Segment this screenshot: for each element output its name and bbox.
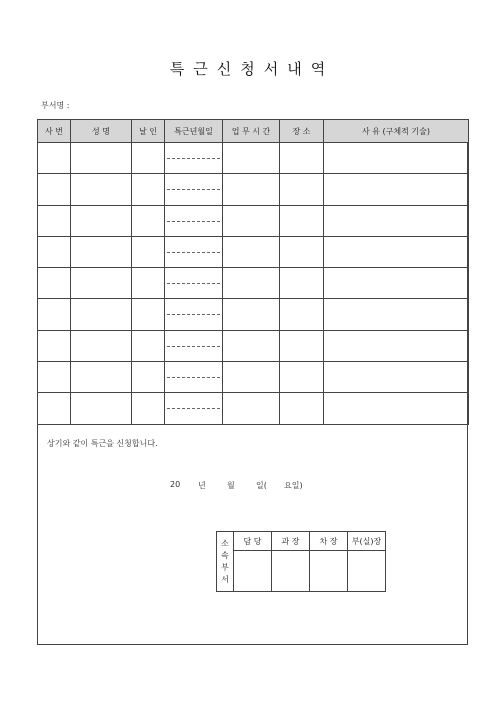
- date-weekday-label: 요일): [284, 481, 303, 490]
- reason-cell[interactable]: [324, 268, 469, 299]
- date-year-label: 년: [198, 481, 206, 490]
- reason-cell[interactable]: [324, 299, 469, 330]
- reason-cell[interactable]: [324, 393, 469, 424]
- work-hours-cell[interactable]: [223, 299, 280, 330]
- date-divider-line: [167, 314, 220, 315]
- department-label: 부서명 :: [41, 101, 70, 110]
- reason-cell[interactable]: [324, 174, 469, 205]
- column-header-seal: 날 인: [132, 120, 165, 143]
- date-day-label: 일(: [256, 481, 267, 490]
- employee-no-cell[interactable]: [38, 268, 71, 299]
- overtime-date-cell[interactable]: [165, 330, 223, 361]
- reason-cell[interactable]: [324, 330, 469, 361]
- date-prefix: 20: [170, 480, 181, 489]
- name-cell[interactable]: [71, 393, 132, 424]
- work-hours-cell[interactable]: [223, 236, 280, 267]
- approval-signature-staff[interactable]: [234, 551, 272, 592]
- name-cell[interactable]: [71, 330, 132, 361]
- location-cell[interactable]: [280, 205, 324, 236]
- work-hours-cell[interactable]: [223, 174, 280, 205]
- seal-cell[interactable]: [132, 362, 165, 393]
- overtime-date-cell[interactable]: [165, 393, 223, 424]
- form-title: 특근신청서내역: [169, 60, 335, 78]
- seal-cell[interactable]: [132, 143, 165, 174]
- employee-no-cell[interactable]: [38, 393, 71, 424]
- approval-signature-dept-head[interactable]: [348, 551, 386, 592]
- confirmation-statement: 상기와 같이 특근을 신청합니다.: [47, 439, 158, 448]
- approval-header-staff: 담 당: [234, 532, 272, 551]
- location-cell[interactable]: [280, 362, 324, 393]
- employee-no-cell[interactable]: [38, 174, 71, 205]
- reason-cell[interactable]: [324, 236, 469, 267]
- date-divider-line: [167, 221, 220, 222]
- approval-box: [216, 531, 386, 592]
- overtime-date-cell[interactable]: [165, 236, 223, 267]
- column-header-overtime-date: 특근년월일: [165, 120, 223, 143]
- overtime-date-cell[interactable]: [165, 174, 223, 205]
- seal-cell[interactable]: [132, 205, 165, 236]
- column-header-employee-no: 사 번: [38, 120, 71, 143]
- approval-header-dept-head: 부(실)장: [348, 532, 386, 551]
- name-cell[interactable]: [71, 143, 132, 174]
- approval-signature-deputy-head[interactable]: [310, 551, 348, 592]
- work-hours-cell[interactable]: [223, 330, 280, 361]
- location-cell[interactable]: [280, 174, 324, 205]
- seal-cell[interactable]: [132, 330, 165, 361]
- reason-cell[interactable]: [324, 362, 469, 393]
- table-row: [38, 393, 469, 424]
- employee-no-cell[interactable]: [38, 143, 71, 174]
- table-row: [38, 362, 469, 393]
- employee-no-cell[interactable]: [38, 330, 71, 361]
- date-divider-line: [167, 252, 220, 253]
- location-cell[interactable]: [280, 393, 324, 424]
- approval-header-section-chief: 과 장: [272, 532, 310, 551]
- employee-no-cell[interactable]: [38, 236, 71, 267]
- seal-cell[interactable]: [132, 393, 165, 424]
- work-hours-cell[interactable]: [223, 393, 280, 424]
- location-cell[interactable]: [280, 236, 324, 267]
- employee-no-cell[interactable]: [38, 299, 71, 330]
- location-cell[interactable]: [280, 268, 324, 299]
- work-hours-cell[interactable]: [223, 268, 280, 299]
- overtime-date-cell[interactable]: [165, 143, 223, 174]
- location-cell[interactable]: [280, 330, 324, 361]
- overtime-date-cell[interactable]: [165, 205, 223, 236]
- name-cell[interactable]: [71, 362, 132, 393]
- work-hours-cell[interactable]: [223, 205, 280, 236]
- seal-cell[interactable]: [132, 236, 165, 267]
- seal-cell[interactable]: [132, 174, 165, 205]
- table-row: [38, 299, 469, 330]
- approval-side-label: 소 속 부 서: [217, 532, 234, 592]
- date-divider-line: [167, 408, 220, 409]
- location-cell[interactable]: [280, 299, 324, 330]
- table-row: [38, 330, 469, 361]
- work-hours-cell[interactable]: [223, 362, 280, 393]
- work-hours-cell[interactable]: [223, 143, 280, 174]
- date-divider-line: [167, 346, 220, 347]
- table-header-row: [38, 120, 469, 143]
- table-row: [38, 236, 469, 267]
- seal-cell[interactable]: [132, 268, 165, 299]
- approval-signature-section-chief[interactable]: [272, 551, 310, 592]
- date-month-label: 월: [227, 481, 235, 490]
- name-cell[interactable]: [71, 205, 132, 236]
- overtime-date-cell[interactable]: [165, 268, 223, 299]
- column-header-work-hours: 업 무 시 간: [223, 120, 280, 143]
- date-divider-line: [167, 283, 220, 284]
- employee-no-cell[interactable]: [38, 362, 71, 393]
- overtime-table: [37, 119, 469, 425]
- name-cell[interactable]: [71, 236, 132, 267]
- date-divider-line: [167, 189, 220, 190]
- name-cell[interactable]: [71, 268, 132, 299]
- overtime-date-cell[interactable]: [165, 299, 223, 330]
- reason-cell[interactable]: [324, 205, 469, 236]
- column-header-reason: 사 유 (구체적 기술): [324, 120, 469, 143]
- employee-no-cell[interactable]: [38, 205, 71, 236]
- approval-header-deputy-head: 차 장: [310, 532, 348, 551]
- table-row: [38, 268, 469, 299]
- location-cell[interactable]: [280, 143, 324, 174]
- name-cell[interactable]: [71, 174, 132, 205]
- name-cell[interactable]: [71, 299, 132, 330]
- date-divider-line: [167, 158, 220, 159]
- column-header-name: 성 명: [71, 120, 132, 143]
- table-row: [38, 205, 469, 236]
- overtime-date-cell[interactable]: [165, 362, 223, 393]
- reason-cell[interactable]: [324, 143, 469, 174]
- table-row: [38, 174, 469, 205]
- column-header-location: 장 소: [280, 120, 324, 143]
- table-row: [38, 143, 469, 174]
- seal-cell[interactable]: [132, 299, 165, 330]
- date-divider-line: [167, 377, 220, 378]
